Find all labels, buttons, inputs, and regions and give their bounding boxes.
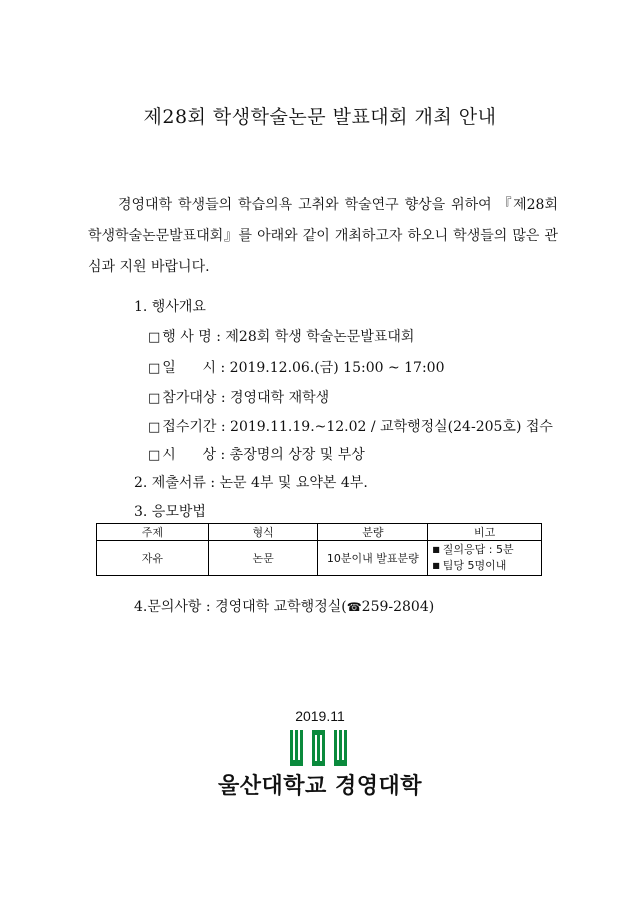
note-item: ■ 팀당 5명이내 [432,559,507,572]
item-registration-period: □ 접수기간 : 2019.11.19.~12.02 / 교학행정실(24-205호) 접수 [148,419,553,435]
item-datetime: □ 일 시 : 2019.12.06.(금) 15:00 ~ 17:00 [148,360,445,376]
university-name: 울산대학교 경영대학 [218,774,422,799]
table-header-row [97,524,542,541]
header-topic: 주제 [97,524,209,541]
table-row [97,541,542,576]
item-event-name: □ 행 사 명 : 제28회 학생 학술논문발표대회 [148,329,415,345]
checkbox-icon: □ [148,361,161,376]
checkbox-icon: □ [148,420,161,435]
header-length: 분량 [318,524,428,541]
cell-topic: 자유 [97,541,209,576]
header-notes: 비고 [428,524,542,541]
item-awards: □ 시 상 : 총장명의 상장 및 부상 [148,447,365,463]
cell-notes [428,541,542,576]
checkbox-icon: □ [148,391,161,406]
header-format: 형식 [208,524,318,541]
contact-line: 4.문의사항 : 경영대학 교학행정실(☎259-2804) [134,599,435,615]
cell-length: 10분이내 발표분량 [318,541,428,576]
intro-paragraph [88,190,558,283]
item-participants: □ 참가대상 : 경영대학 재학생 [148,390,330,406]
document-title: 제28회 학생학술논문 발표대회 개최 안내 [143,106,497,128]
method-heading: 3. 응모방법 [134,504,206,520]
checkbox-icon: □ [148,448,161,463]
phone-icon: ☎ [346,600,362,614]
documents-line: 2. 제출서류 : 논문 4부 및 요약본 4부. [134,475,368,491]
overview-heading: 1. 행사개요 [134,299,206,315]
intro-text: 경영대학 학생들의 학습의욕 고취와 학술연구 향상을 위하여 『제28회 학생학술논문발표대회』를 아래와 같이 개최하고자 하오니 학생들의 많은 관심과 지원 바랍니다. [88,197,558,275]
ulsan-university-logo-icon [289,730,351,766]
note-item: ■ 질의응답 : 5분 [432,543,514,556]
square-bullet-icon: ■ [432,545,440,554]
issue-date: 2019.11 [295,708,345,724]
cell-format: 논문 [208,541,318,576]
submission-table [96,523,542,576]
checkbox-icon: □ [148,330,161,345]
square-bullet-icon: ■ [432,561,440,570]
